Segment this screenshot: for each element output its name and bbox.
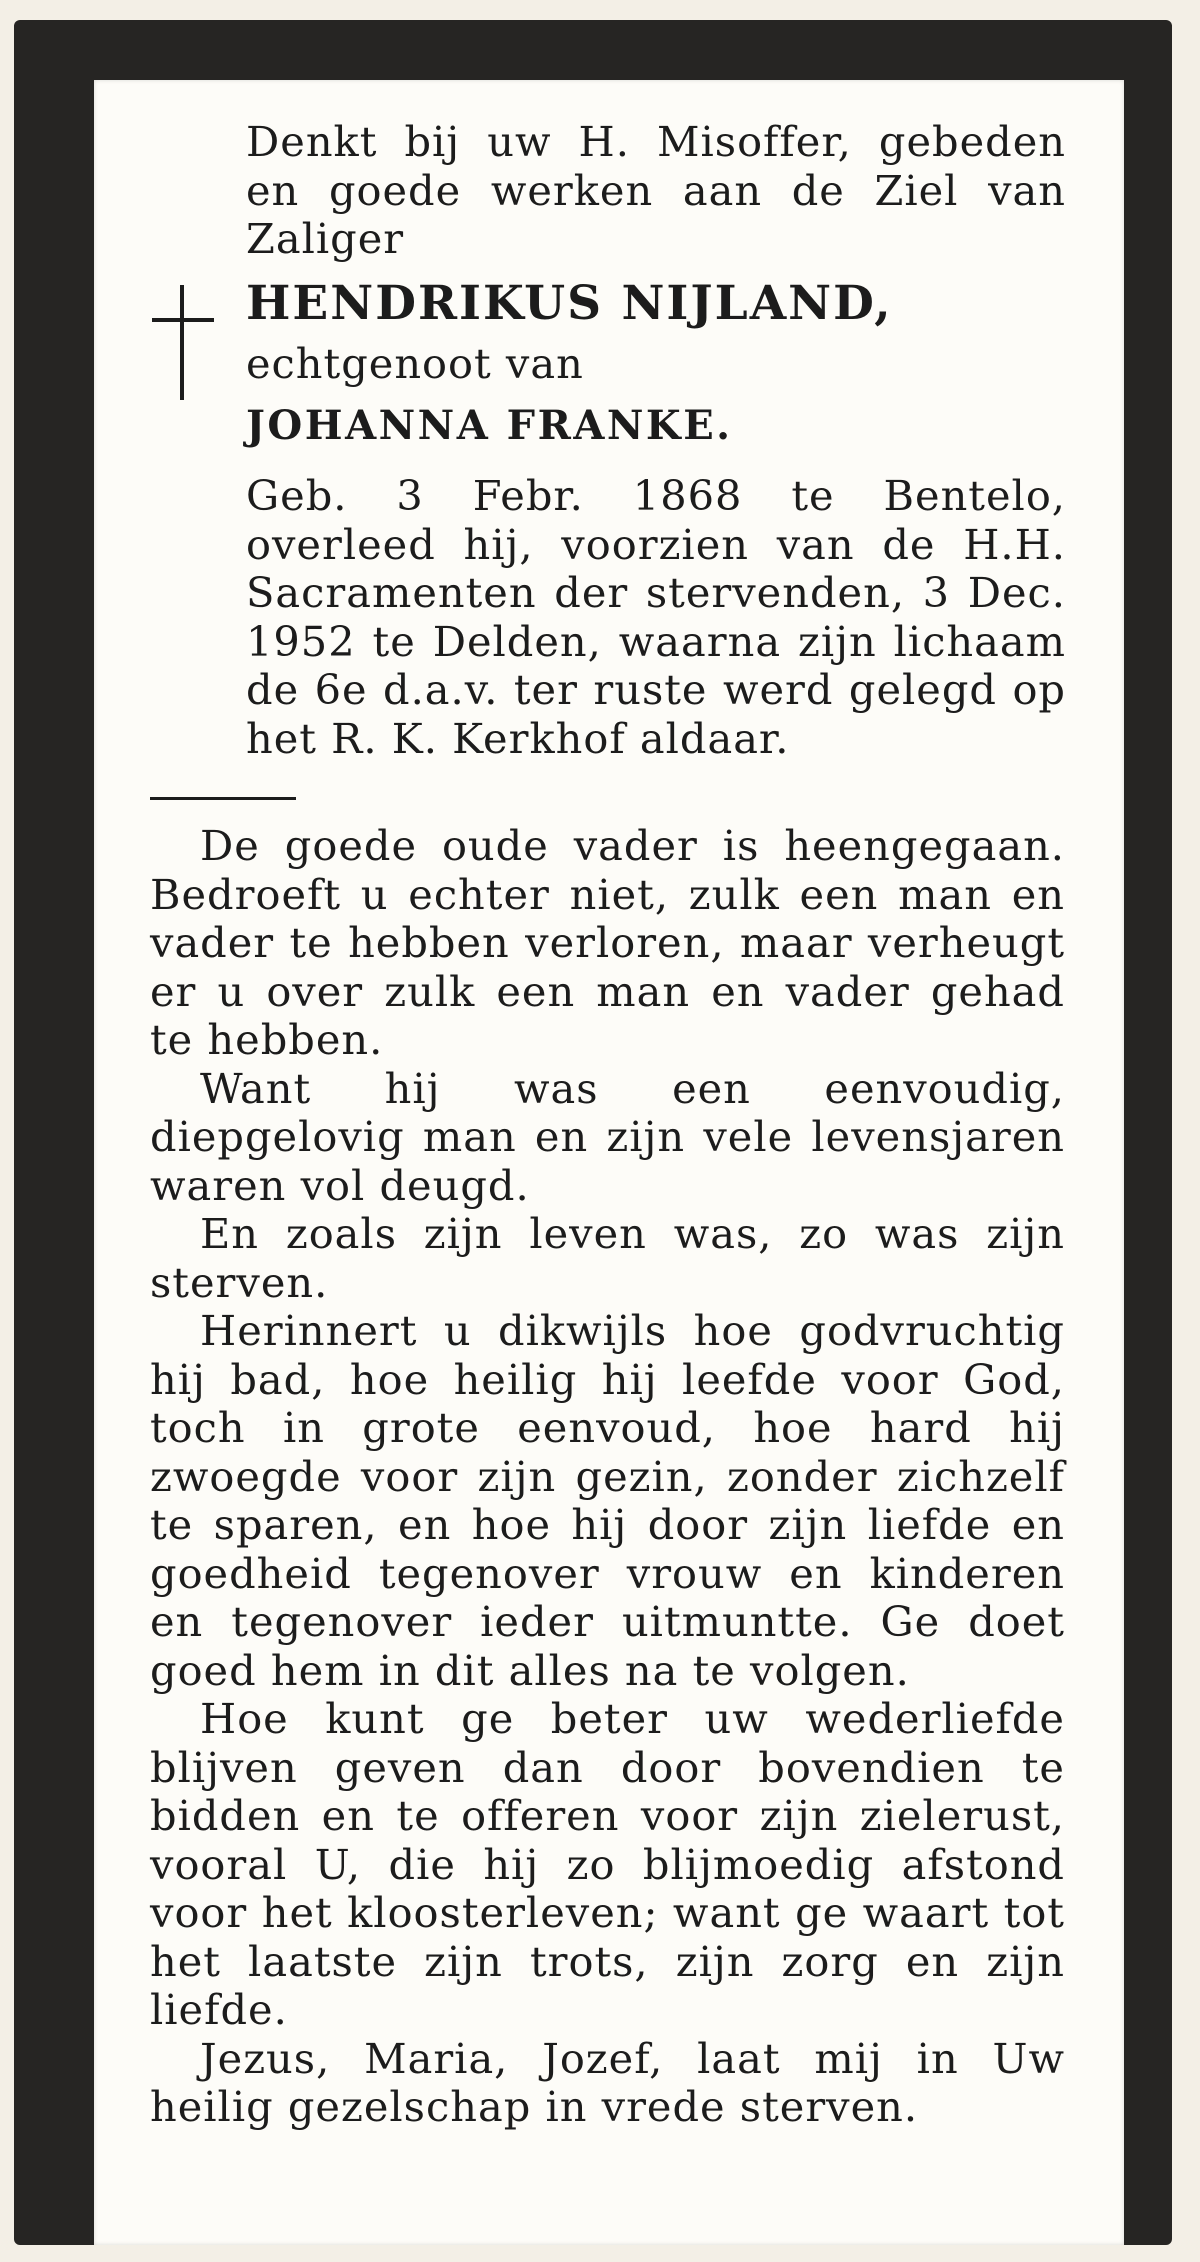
spouse-name: JOHANNA FRANKE.	[246, 402, 733, 449]
deceased-name: HENDRIKUS NIJLAND,	[246, 275, 893, 331]
intro-text: Denkt bij uw H. Misoffer, gebeden en goede werken aan de Ziel van Zaliger	[246, 117, 1066, 263]
paragraph: Jezus, Maria, Jozef, laat mij in Uw heilig gezelschap in vrede sterven.	[150, 2033, 1065, 2131]
section-divider	[150, 797, 296, 800]
memorial-header	[246, 118, 1066, 763]
paragraph: Want hij was een eenvoudig, diepgelovig man en zijn vele levensjaren waren vol deugd.	[150, 1063, 1065, 1210]
memorial-body	[150, 822, 1065, 2132]
cross-icon	[152, 285, 214, 400]
biography-text: Geb. 3 Febr. 1868 te Bentelo, overleed hij, voorzien van de H.H. Sacramenten der stervenden, 3 Dec. 1952 te Delden, waarna zijn lichaam de 6e d.a.v. ter ruste werd gelegd op het R. K. Kerkhof aldaar.	[246, 471, 1066, 763]
paragraph: En zoals zijn leven was, zo was zijn sterven.	[150, 1209, 1065, 1307]
paragraph: De goede oude vader is heengegaan. Bedroeft u echter niet, zulk een man en vader te hebben verloren, maar verheugt er u over zulk een man en vader gehad te hebben.	[150, 821, 1065, 1064]
paragraph: Herinnert u dikwijls hoe godvruchtig hij bad, hoe heilig hij leefde voor God, toch in grote eenvoud, hoe hard hij zwoegde voor zijn gezin, zonder zichzelf te sparen, en hoe hij door zijn liefde en goedheid tegenover vrouw en kinderen en tegenover ieder uitmuntte. Ge doet goed hem in dit alles na te volgen.	[150, 1306, 1065, 1695]
spouse-intro: echtgenoot van	[246, 338, 584, 388]
paragraph: Hoe kunt ge beter uw wederliefde blijven geven dan door bovendien te bidden en te offeren voor zijn zielerust, vooral U, die hij zo blijmoedig afstond voor het kloosterleven; want ge waart tot het laatste zijn trots, zijn zorg en zijn liefde.	[150, 1694, 1065, 2034]
